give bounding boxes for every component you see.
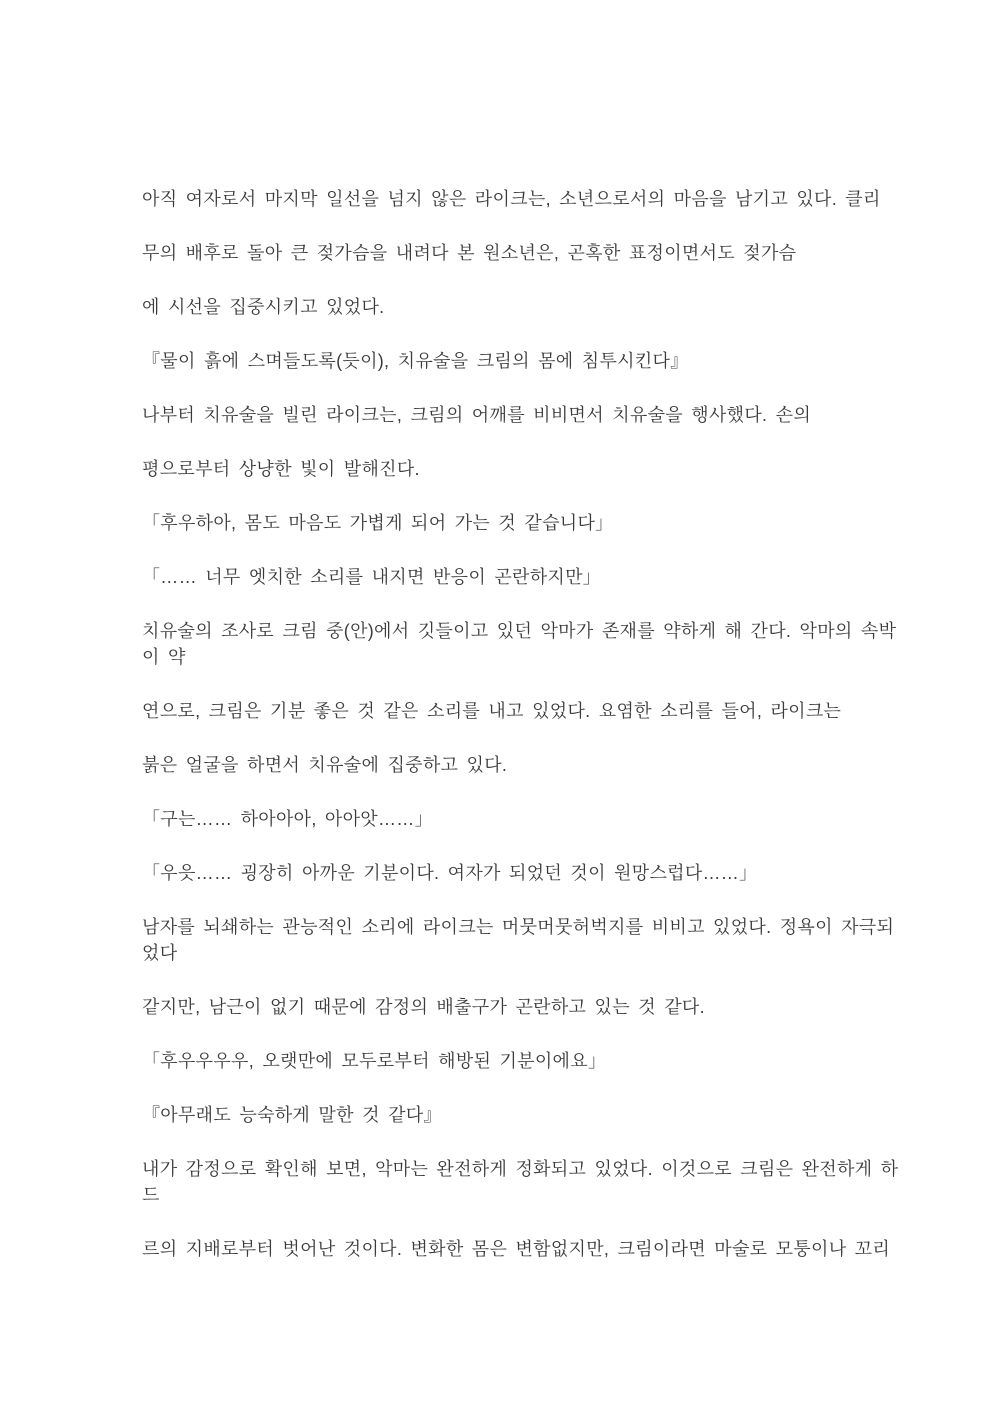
text-line: 내가 감정으로 확인해 보면, 악마는 완전하게 정화되고 있었다. 이것으로 크림은 완전하게 하 xyxy=(142,1159,899,1179)
text-line: 「후우우우우, 오랫만에 모두로부터 해방된 기분이에요」 xyxy=(142,1051,607,1071)
paragraph xyxy=(142,860,892,886)
paragraph xyxy=(142,1048,892,1074)
text-line: 르의 지배로부터 벗어난 것이다. 변화한 몸은 변함없지만, 크림이라면 마술로 모퉁이나 꼬리 xyxy=(142,1239,891,1259)
text-line: 『물이 흙에 스며들도록(듯이), 치유술을 크림의 몸에 침투시킨다』 xyxy=(142,351,689,371)
paragraph xyxy=(142,348,892,374)
paragraph xyxy=(142,752,892,778)
text-line: 같지만, 남근이 없기 때문에 감정의 배출구가 곤란하고 있는 것 같다. xyxy=(142,997,705,1017)
paragraph xyxy=(142,240,892,266)
paragraph xyxy=(142,402,892,428)
text-line: 치유술의 조사로 크림 중(안)에서 깃들이고 있던 악마가 존재를 약하게 해 간다. 악마의 속박 xyxy=(142,621,897,641)
paragraph xyxy=(142,698,892,724)
text-line: 아직 여자로서 마지막 일선을 넘지 않은 라이크는, 소년으로서의 마음을 남기고 있다. 클리 xyxy=(142,189,881,209)
text-line: 평으로부터 상냥한 빛이 발해진다. xyxy=(142,459,420,479)
paragraph xyxy=(142,456,892,482)
paragraph xyxy=(142,294,892,320)
paragraph xyxy=(142,618,897,670)
paragraph xyxy=(142,806,892,832)
paragraph xyxy=(142,510,892,536)
text-line: 「구는…… 하아아아, 아아앗……」 xyxy=(142,809,433,829)
text-line: 「후우하아, 몸도 마음도 가볍게 되어 가는 것 같습니다」 xyxy=(142,513,614,533)
paragraph xyxy=(142,564,892,590)
text-line: 남자를 뇌쇄하는 관능적인 소리에 라이크는 머뭇머뭇허벅지를 비비고 있었다. 정욕이 자극되 xyxy=(142,917,895,937)
text-line: 무의 배후로 돌아 큰 젖가슴을 내려다 본 원소년은, 곤혹한 표정이면서도 젖가슴 xyxy=(142,243,797,263)
text-line: 이 약 xyxy=(142,647,186,667)
text-line: 드 xyxy=(142,1185,160,1205)
text-line: 「우읏…… 굉장히 아까운 기분이다. 여자가 되었던 것이 원망스럽다……」 xyxy=(142,863,758,883)
text-line: 「…… 너무 엣치한 소리를 내지면 반응이 곤란하지만」 xyxy=(142,567,602,587)
text-line: 나부터 치유술을 빌린 라이크는, 크림의 어깨를 비비면서 치유술을 행사했다. 손의 xyxy=(142,405,812,425)
text-line: 붉은 얼굴을 하면서 치유술에 집중하고 있다. xyxy=(142,755,508,775)
text-line: 었다 xyxy=(142,943,178,963)
text-line: 연으로, 크림은 기분 좋은 것 같은 소리를 내고 있었다. 요염한 소리를 들어, 라이크는 xyxy=(142,701,842,721)
paragraph xyxy=(142,1236,892,1262)
text-line: 에 시선을 집중시키고 있었다. xyxy=(142,297,385,317)
paragraph xyxy=(142,186,892,212)
paragraph xyxy=(142,994,892,1020)
text-line: 『아무래도 능숙하게 말한 것 같다』 xyxy=(142,1105,442,1125)
paragraph xyxy=(142,1102,892,1128)
text-content xyxy=(142,186,899,1290)
paragraph xyxy=(142,1156,899,1208)
paragraph xyxy=(142,914,895,966)
